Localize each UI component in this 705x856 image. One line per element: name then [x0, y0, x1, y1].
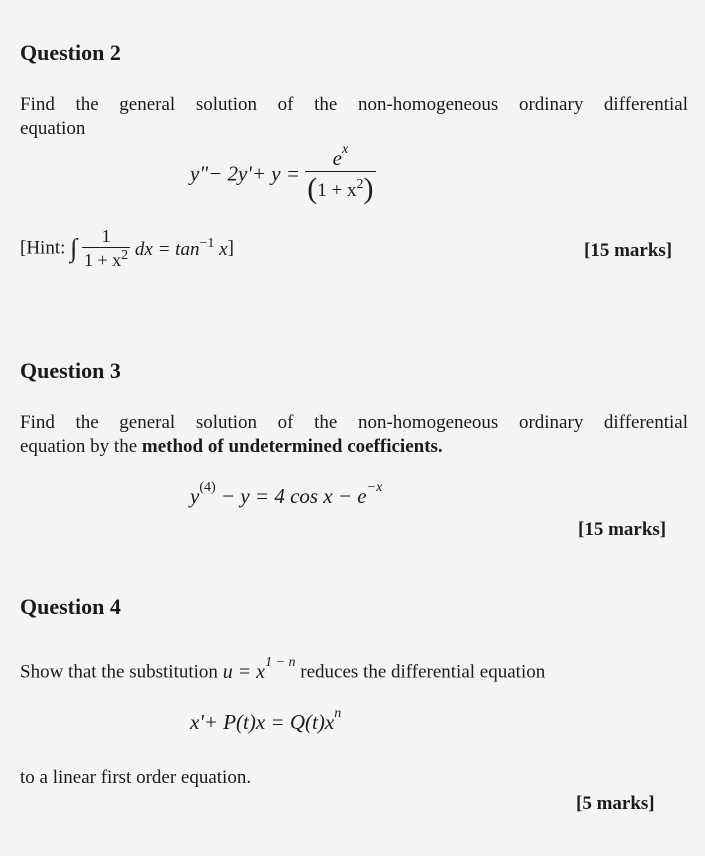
question-3-line-2: equation by the method of undetermined coefficients. — [20, 436, 443, 457]
hint-numerator: 1 — [82, 226, 130, 248]
q2-eq-numerator: $e^x$ — [305, 146, 375, 172]
question-4-heading: Question 4 — [20, 594, 121, 619]
question-3-marks: [15 marks] — [578, 519, 667, 540]
question-2-marks: [15 marks] — [584, 240, 673, 261]
q2-eq-denominator: $(1 + x^2)$ — [307, 172, 374, 205]
q2-eq-fraction — [305, 142, 375, 205]
question-3-text — [20, 411, 688, 459]
question-4-line-2: to a linear first order equation. — [20, 767, 252, 788]
question-2-equation — [190, 142, 376, 205]
question-3-line-1: Find the general solution of the non-homogeneous ordinary differential — [20, 412, 688, 433]
hint-close: ] — [227, 237, 234, 259]
method-emphasis: method of undetermined coefficients. — [141, 436, 443, 457]
question-4-line-1: Show that the substitution $u = x^{1 - n}$ reduces the differential equation — [20, 655, 546, 683]
hint-fraction — [82, 226, 130, 271]
question-2-hint — [20, 226, 234, 271]
question-2-text — [20, 93, 688, 141]
question-2-heading: Question 2 — [20, 40, 121, 65]
hint-denominator: $1 + x^2$ — [84, 248, 129, 270]
hint-prefix: [Hint: — [20, 237, 66, 259]
hint-dx: dx = $\tan^{-1} x$ — [134, 236, 228, 260]
question-4-equation: $x'+ P(t)x = Q(t)x^n$ — [190, 706, 342, 734]
question-2-line-1: Find the general solution of the non-homogeneous ordinary differential — [20, 94, 688, 115]
substitution: $u = x^{1 - n}$ — [222, 655, 296, 683]
question-3-heading: Question 3 — [20, 358, 121, 383]
question-2-line-2: equation — [20, 118, 86, 139]
q2-eq-lhs: y"− 2y'+ y = — [190, 161, 301, 186]
question-3-equation: $y^{(4)} - y = 4$ $\cos x - e^{-x}$ — [190, 480, 383, 508]
question-4-marks: [5 marks] — [576, 793, 655, 814]
integral-sign: ∫ — [70, 233, 78, 263]
